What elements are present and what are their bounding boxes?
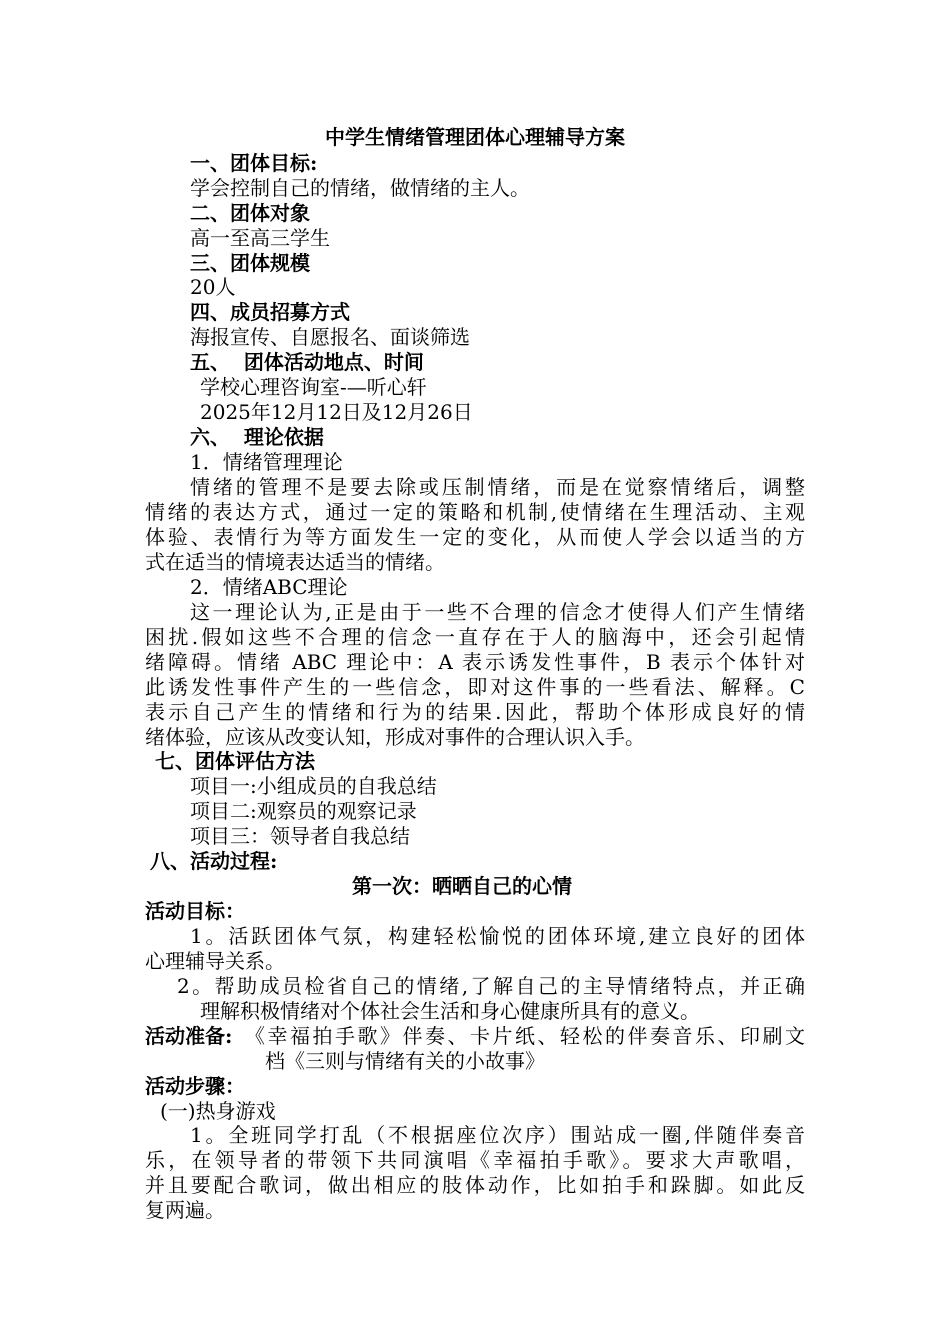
paragraph-line: 复两遍。 — [145, 1198, 225, 1222]
paragraph-line: 理解积极情绪对个体社会生活和身心健康所具有的意义。 — [200, 999, 700, 1023]
section-heading-theory: 六、 理论依据 — [190, 425, 324, 449]
paragraph-line: 困扰.假如这些不合理的信念一直存在于人的脑海中，还会引起情 — [145, 625, 805, 649]
paragraph-line: 式在适当的情境表达适当的情绪。 — [145, 550, 445, 574]
list-item: 项目三：领导者自我总结 — [190, 824, 410, 848]
paragraph-line: 绪体验，应该从改变认知，形成对事件的合理认识入手。 — [145, 725, 645, 749]
paragraph: 高一至高三学生 — [190, 226, 330, 250]
subheading: 2．情绪ABC理论 — [190, 575, 348, 599]
paragraph: 学校心理咨询室-—听心轩 — [200, 375, 427, 399]
paragraph-line: 体验、表情行为等方面发生一定的变化，从而使人学会以适当的方 — [145, 525, 805, 549]
paragraph-line: 这一理论认为,正是由于一些不合理的信念才使得人们产生情绪 — [190, 600, 805, 624]
prep-label: 活动准备: — [145, 1024, 233, 1048]
paragraph-line: 情绪的管理不是要去除或压制情绪，而是在觉察情绪后，调整 — [190, 475, 805, 499]
paragraph-line: 2。帮助成员检省自己的情绪,了解自己的主导情绪特点，并正确 — [177, 974, 805, 998]
paragraph: 20人 — [190, 275, 236, 299]
list-item: 项目二:观察员的观察记录 — [190, 799, 417, 823]
section-heading-process: 八、活动过程: — [150, 849, 278, 873]
paragraph-line: 乐，在领导者的带领下共同演唱《幸福拍手歌》。要求大声歌唱， — [145, 1148, 805, 1172]
goal-label: 活动目标： — [145, 899, 245, 923]
section-heading-evaluation: 七、团体评估方法 — [155, 749, 315, 773]
paragraph: 学会控制自己的情绪，做情绪的主人。 — [190, 176, 530, 200]
paragraph: 海报宣传、自愿报名、面谈筛选 — [190, 325, 470, 349]
subheading: 1．情绪管理理论 — [190, 450, 343, 474]
steps-label: 活动步骤： — [145, 1074, 245, 1098]
section-heading-location: 五、 团体活动地点、时间 — [190, 350, 424, 374]
section-heading-goal: 一、团体目标: — [190, 151, 318, 175]
paragraph-line: 此诱发性事件产生的一些信念，即对这件事的一些看法、解释。C — [145, 675, 805, 699]
list-item: 项目一:小组成员的自我总结 — [190, 774, 437, 798]
paragraph-line: 档《三则与情绪有关的小故事》 — [265, 1049, 545, 1073]
session-title: 第一次：晒晒自己的心情 — [352, 874, 572, 898]
section-heading-scale: 三、团体规模 — [190, 251, 310, 275]
section-heading-target: 二、团体对象 — [190, 201, 310, 225]
subheading: (一)热身游戏 — [160, 1099, 276, 1123]
paragraph-line: 《幸福拍手歌》伴奏、卡片纸、轻松的伴奏音乐、印刷文 — [245, 1024, 805, 1048]
section-heading-recruit: 四、成员招募方式 — [190, 300, 350, 324]
paragraph-line: 表示自己产生的情绪和行为的结果.因此，帮助个体形成良好的情 — [145, 700, 805, 724]
paragraph-line: 绪障碍。情绪 ABC 理论中：A 表示诱发性事件，B 表示个体针对 — [145, 650, 805, 674]
document-title: 中学生情绪管理团体心理辅导方案 — [325, 125, 625, 149]
paragraph-line: 情绪的表达方式，通过一定的策略和机制,使情绪在生理活动、主观 — [145, 500, 805, 524]
paragraph-line: 心理辅导关系。 — [145, 949, 285, 973]
paragraph-line: 1。活跃团体气氛，构建轻松愉悦的团体环境,建立良好的团体 — [190, 924, 805, 948]
paragraph-line: 1。全班同学打乱（不根据座位次序）围站成一圈,伴随伴奏音 — [190, 1123, 805, 1147]
paragraph-line: 并且要配合歌词，做出相应的肢体动作，比如拍手和跺脚。如此反 — [145, 1173, 805, 1197]
paragraph: 2025年12月12日及12月26日 — [200, 400, 473, 424]
